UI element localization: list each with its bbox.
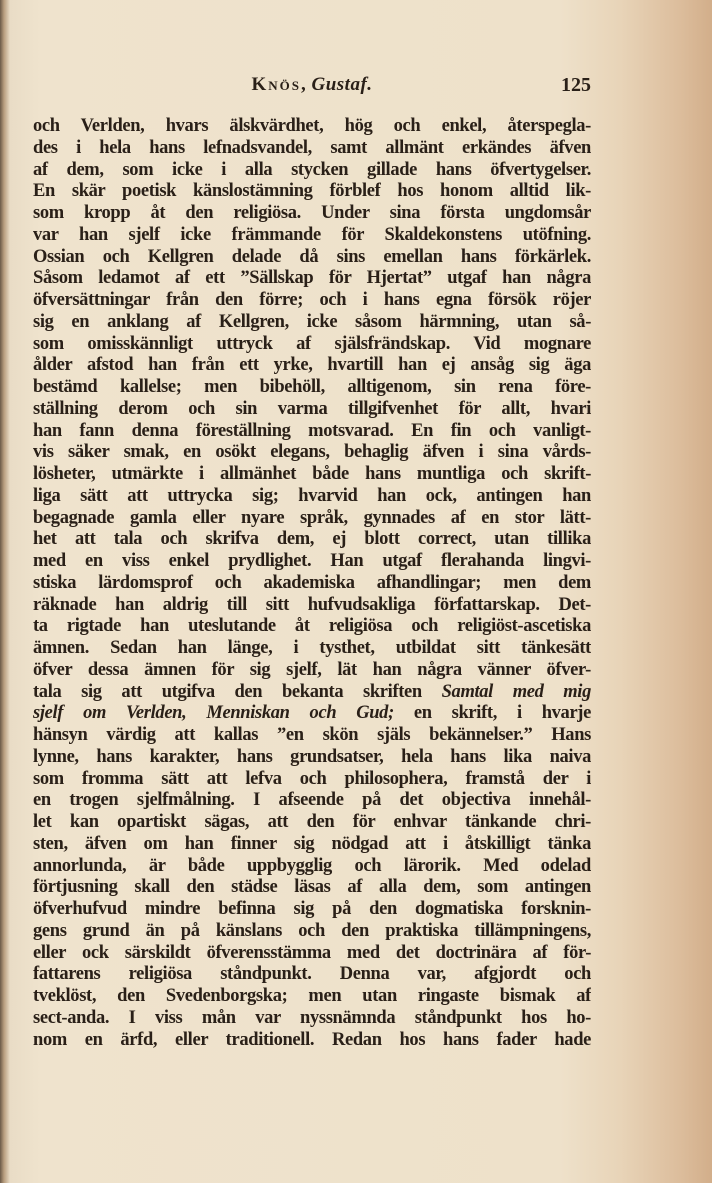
text-segment: öfversättningar från den förre; och i hans egna försök röjer [33, 290, 591, 310]
text-segment: Såsom ledamot af ett ”Sällskap för Hjertat” utgaf han några [33, 268, 591, 289]
text-line [33, 508, 591, 530]
text-line [33, 856, 591, 878]
page-header [33, 74, 591, 100]
italic-title-segment: Samtal med mig [441, 681, 591, 702]
page-number: 125 [561, 74, 591, 96]
text-line [33, 442, 591, 464]
text-line [33, 1030, 591, 1052]
text-segment: öfver dessa ämnen för sig sjelf, lät han några vänner öfver- [33, 659, 591, 680]
text-line [33, 790, 591, 812]
text-segment: gens grund än på känslans och den praktiska tillämpningens, [33, 920, 591, 941]
text-line [33, 595, 591, 617]
text-segment: med en viss enkel prydlighet. Han utgaf flerahanda lingvi- [33, 551, 591, 571]
text-segment: het att tala och skrifva dem, ej blott correct, utan tillika [33, 529, 591, 550]
text-line [33, 247, 591, 269]
text-line [33, 834, 591, 856]
text-segment: bestämd kallelse; men bibehöll, alltigenom, sin rena före- [33, 377, 591, 397]
text-line [33, 616, 591, 638]
text-segment: förtjusning skall den städse läsas af alla dem, som antingen [33, 877, 591, 898]
text-line [33, 660, 591, 682]
text-segment: och Verlden, hvars älskvärdhet, hög och enkel, återspegla- [33, 116, 591, 136]
text-line [33, 268, 591, 290]
text-line [33, 529, 591, 551]
text-line [33, 399, 591, 421]
text-line [33, 812, 591, 834]
text-line [33, 486, 591, 508]
text-segment: des i hela hans lefnadsvandel, samt allmänt erkändes äfven [33, 137, 591, 158]
text-line [33, 725, 591, 747]
text-line [33, 638, 591, 660]
text-segment: sig en anklang af Kellgren, icke såsom härmning, utan så- [33, 311, 591, 332]
text-line [33, 921, 591, 943]
text-line [33, 225, 591, 247]
text-segment: lynne, hans karakter, hans grundsatser, hela hans lika naiva [33, 746, 591, 767]
text-segment: ta rigtade han uteslutande åt religiösa och religiöst-ascetiska [33, 616, 591, 637]
text-segment: liga sätt att uttrycka sig; hvarvid han ock, antingen han [33, 485, 591, 506]
italic-title-segment: sjelf om Verlden, Menniskan och Gud; [33, 703, 394, 724]
text-line [33, 312, 591, 334]
text-segment: ämnen. Sedan han länge, i tysthet, utbildat sitt tänkesätt [33, 638, 591, 658]
author-separator: , [300, 74, 312, 95]
text-line [33, 138, 591, 160]
text-segment: en trogen sjelfmålning. I afseende på det objectiva innehål- [33, 790, 591, 811]
text-segment: som fromma sätt att lefva och philosophera, framstå der i [33, 768, 591, 789]
text-segment: annorlunda, är både uppbygglig och lärorik. Med odelad [33, 855, 591, 876]
text-segment: let kan opartiskt sägas, att den för enhvar tänkande chri- [33, 812, 591, 832]
text-line [33, 181, 591, 203]
text-line [33, 116, 591, 138]
text-segment: en skrift, i hvarje [393, 703, 591, 724]
text-line [33, 747, 591, 769]
author-given-name: Gustaf. [311, 74, 373, 95]
text-segment: En skär poetisk känslostämning förblef hos honom alltid lik- [33, 181, 591, 202]
text-segment: Ossian och Kellgren delade då sins emellan hans förkärlek. [33, 246, 591, 267]
text-line [33, 986, 591, 1008]
text-segment: sect-anda. I viss mån var nyssnämnda ståndpunkt hos ho- [33, 1007, 591, 1028]
text-line [33, 1008, 591, 1030]
running-title [33, 74, 591, 96]
text-segment: var han sjelf icke främmande för Skaldekonstens utöfning. [33, 224, 591, 245]
text-line [33, 203, 591, 225]
text-segment: hänsyn värdig att kallas ”en skön själs bekännelser.” Hans [33, 725, 591, 745]
text-line [33, 964, 591, 986]
text-segment: begagnade gamla eller nyare språk, gynnades af en stor lätt- [33, 507, 591, 528]
text-line [33, 421, 591, 443]
text-segment: vis säker smak, en osökt elegans, behaglig äfven i sina vårds- [33, 442, 591, 463]
text-segment: nom en ärfd, eller traditionell. Redan hos hans fader hade [33, 1029, 591, 1050]
author-surname: Knös [251, 74, 301, 95]
text-segment: eller ock särskildt öfverensstämma med det doctrinära af för- [33, 942, 591, 963]
text-segment: lösheter, utmärkte i allmänhet både hans muntliga och skrift- [33, 464, 591, 484]
text-line [33, 290, 591, 312]
text-segment: tveklöst, den Svedenborgska; men utan ringaste bismak af [33, 986, 591, 1006]
text-segment: af dem, som icke i alla stycken gillade hans öfvertygelser. [33, 159, 591, 180]
text-line [33, 334, 591, 356]
text-segment: räknade han aldrig till sitt hufvudsakliga författarskap. Det- [33, 594, 591, 615]
text-line [33, 682, 591, 704]
text-line [33, 573, 591, 595]
text-segment: ställning derom och sin varma tillgifvenhet för allt, hvari [33, 398, 591, 419]
text-line [33, 355, 591, 377]
text-segment: som omisskännligt uttryck af själsfrändskap. Vid mognare [33, 333, 591, 354]
text-segment: stiska lärdomsprof och akademiska afhandlingar; men dem [33, 572, 591, 593]
text-segment: som kropp åt den religiösa. Under sina första ungdomsår [33, 203, 591, 223]
text-segment: ålder afstod han från ett yrke, hvartill han ej ansåg sig äga [33, 355, 591, 376]
text-line [33, 377, 591, 399]
text-line [33, 464, 591, 486]
text-segment: tala sig att utgifva den bekanta skriften [33, 681, 442, 702]
text-segment: öfverhufvud mindre befinna sig på den dogmatiska forsknin- [33, 899, 591, 919]
text-segment: fattarens religiösa ståndpunkt. Denna var, afgjordt och [33, 964, 591, 985]
text-line [33, 899, 591, 921]
text-line [33, 769, 591, 791]
text-line [33, 943, 591, 965]
text-line [33, 551, 591, 573]
text-segment: sten, äfven om han finner sig nödgad att i åtskilligt tänka [33, 833, 591, 854]
text-segment: han fann denna föreställning motsvarad. En fin och vanligt- [33, 420, 591, 441]
text-line [33, 703, 591, 725]
text-line [33, 160, 591, 182]
body-text [33, 116, 591, 1051]
text-line [33, 877, 591, 899]
